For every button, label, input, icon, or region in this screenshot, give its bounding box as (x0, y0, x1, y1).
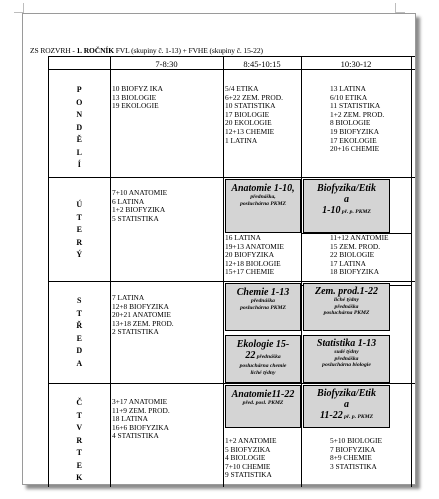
schedule-caption (30, 46, 263, 55)
monday-slot1-list: 10 BIOFYZ IKA 13 BIOLOGIE 19 EKOLOGIE (112, 84, 163, 111)
caption-prefix: ZS ROZVRH - (30, 46, 77, 55)
thursday-slot1-list: 3+17 ANATOMIE 11+9 ZEM. PROD. 18 LATINA 16+6 BIOFYZIKA 4 STATISTIKA (112, 397, 170, 441)
tuesday-biophysics-ethics-lecture: Biofyzika/Etik a 1-10 př. p. PKMZ (303, 179, 390, 233)
day-monday: P O N D Ě L Í (76, 85, 83, 169)
thursday-slot3-list: 5+10 BIOLOGIE 7 BIOFYZIKA 8+9 CHEMIE 3 STATISTIKA (330, 436, 382, 471)
thursday-anatomy-lecture: Anatomie11-22 před. posl. PKMZ (225, 385, 301, 428)
tuesday-slot3-list: 11+12 ANATOMIE 15 ZEM. PROD. 22 BIOLOGIE 17 LATINA 18 BIOFYZIKA (330, 233, 389, 277)
monday-slot2-list: 5/4 ETIKA 6+22 ZEM. PROD. 10 STATISTIKA 17 BIOLOGIE 20 EKOLOGIE 12+13 CHEMIE 1 LATINA (225, 84, 283, 145)
caption-groups: FVL (skupiny č. 1-13) + FVHE (skupiny č. 15-22) (113, 46, 263, 55)
wednesday-chemistry-lecture: Chemie 1-13 přednáška posluchárna PKMZ (225, 283, 301, 331)
tuesday-anatomy-lecture: Anatomie 1-10, přednáška, posluchárna PKMZ (225, 179, 301, 233)
day-thursday: Č T V R T E K (76, 398, 83, 482)
timetable (48, 56, 415, 487)
wednesday-ecology-lecture: Ekologie 15- 22 přednáška posluchárna chemie liché týdny (225, 335, 301, 383)
wednesday-slot1-list: 7 LATINA 12+8 BIOFYZIKA 20+21 ANATOMIE 13+18 ZEM. PROD. 2 STATISTIKA (112, 293, 174, 337)
thursday-biophysics-ethics-lecture: Biofyzika/Etik a 11-22 př. p. PKMZ (303, 385, 390, 428)
time-header-2: 8:45-10:15 (243, 59, 281, 69)
monday-slot3-list: 13 LATINA 6/10 ETIKA 11 STATISTIKA 1+2 ZEM. PROD. 8 BIOLOGIE 19 BIOFYZIKA 17 EKOLOGIE 20+16 CHEMIE (330, 84, 385, 154)
tuesday-slot2-list: 16 LATINA 19+13 ANATOMIE 20 BIOFYZIKA 12+18 BIOLOGIE 15+17 CHEMIE (225, 233, 284, 277)
time-header-3: 10:30-12 (340, 59, 372, 69)
thursday-slot2-list: 1+2 ANATOMIE 5 BIOFYZIKA 4 BIOLOGIE 7+10 CHEMIE 9 STATISTIKA (225, 436, 277, 480)
wednesday-agri-production-lecture: Zem. prod.1-22 liché týdny přednáška posluchárna PKMZ (303, 283, 390, 331)
day-tuesday: Ú T E R Ý (76, 200, 83, 259)
day-wednesday: S T Ř E D A (76, 296, 83, 368)
crop-mark-right (395, 3, 405, 13)
time-header-1: 7-8:30 (155, 59, 178, 69)
wednesday-statistics-lecture: Statistika 1-13 sudé týdny přednáška posluchárna biologie (303, 335, 390, 383)
caption-year: 1. ROČNÍK (76, 46, 114, 55)
tuesday-slot1-list: 7+10 ANATOMIE 6 LATINA 1+2 BIOFYZIKA 5 STATISTIKA (112, 188, 168, 223)
crop-mark-left (14, 3, 24, 13)
